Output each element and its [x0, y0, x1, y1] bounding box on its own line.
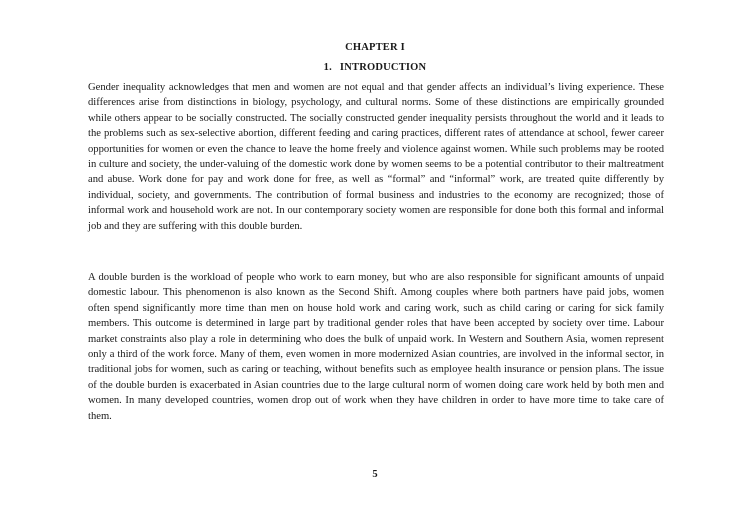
section-title: INTRODUCTION: [339, 62, 427, 73]
paragraph-2: A double burden is the workload of people who work to earn money, but who are also responsible for significant amounts of unpaid domestic labour. This phenomenon is also known as the Second Shift. Among couples where both partners have paid jobs, women often spend significantly more time than men on house hold work and caring work, such as child caring or caring for sick family members. This outcome is determined in large part by traditional gender roles that have been accepted by society over time. Labour market constraints also play a role in determining who does the bulk of unpaid work. In Western and Southern Asia, women represent only a third of the work force. Many of them, even women in more modernized Asian countries, are involved in the informal sector, in traditional jobs for women, such as caring or teaching, without benefits such as employee health insurance or pension plans. The issue of the double burden is exacerbated in Asian countries due to the large cultural norm of women doing care work held by both men and women. In many developed countries, women drop out of work when they have children in order to have more time to take care of them.: [88, 272, 664, 422]
page-number: 5: [372, 469, 378, 480]
section-number: 1.: [323, 62, 332, 73]
chapter-label: CHAPTER I: [345, 42, 405, 53]
paragraph-1: Gender inequality acknowledges that men and women are not equal and that gender affects an individual’s living experience. These differences arise from distinctions in biology, psychology, and cultural norms. Some of these distinctions are empirically grounded while others appear to be socially constructed. The socially constructed gender inequality persists throughout the world and it leads to the problems such as sex-selective abortion, different feeding and caring practices, different rates of attendance at school, fewer career opportunities for women or even the chance to leave the home freely and violence against women. While such problems may be rooted in culture and society, the under-valuing of the domestic work done by women seems to be a potential contributor to their maltreatment and abuse. Work done for pay and work done for free, as well as “formal” and “informal” work, are treated quite differently by individual, society, and governments. The contribution of formal business and industries to the economy are recognized; those of informal work and household work are not. In our contemporary society women are responsible for done both this formal and informal job and they are suffering with this double burden.: [88, 82, 664, 232]
section-heading: [0, 62, 750, 73]
